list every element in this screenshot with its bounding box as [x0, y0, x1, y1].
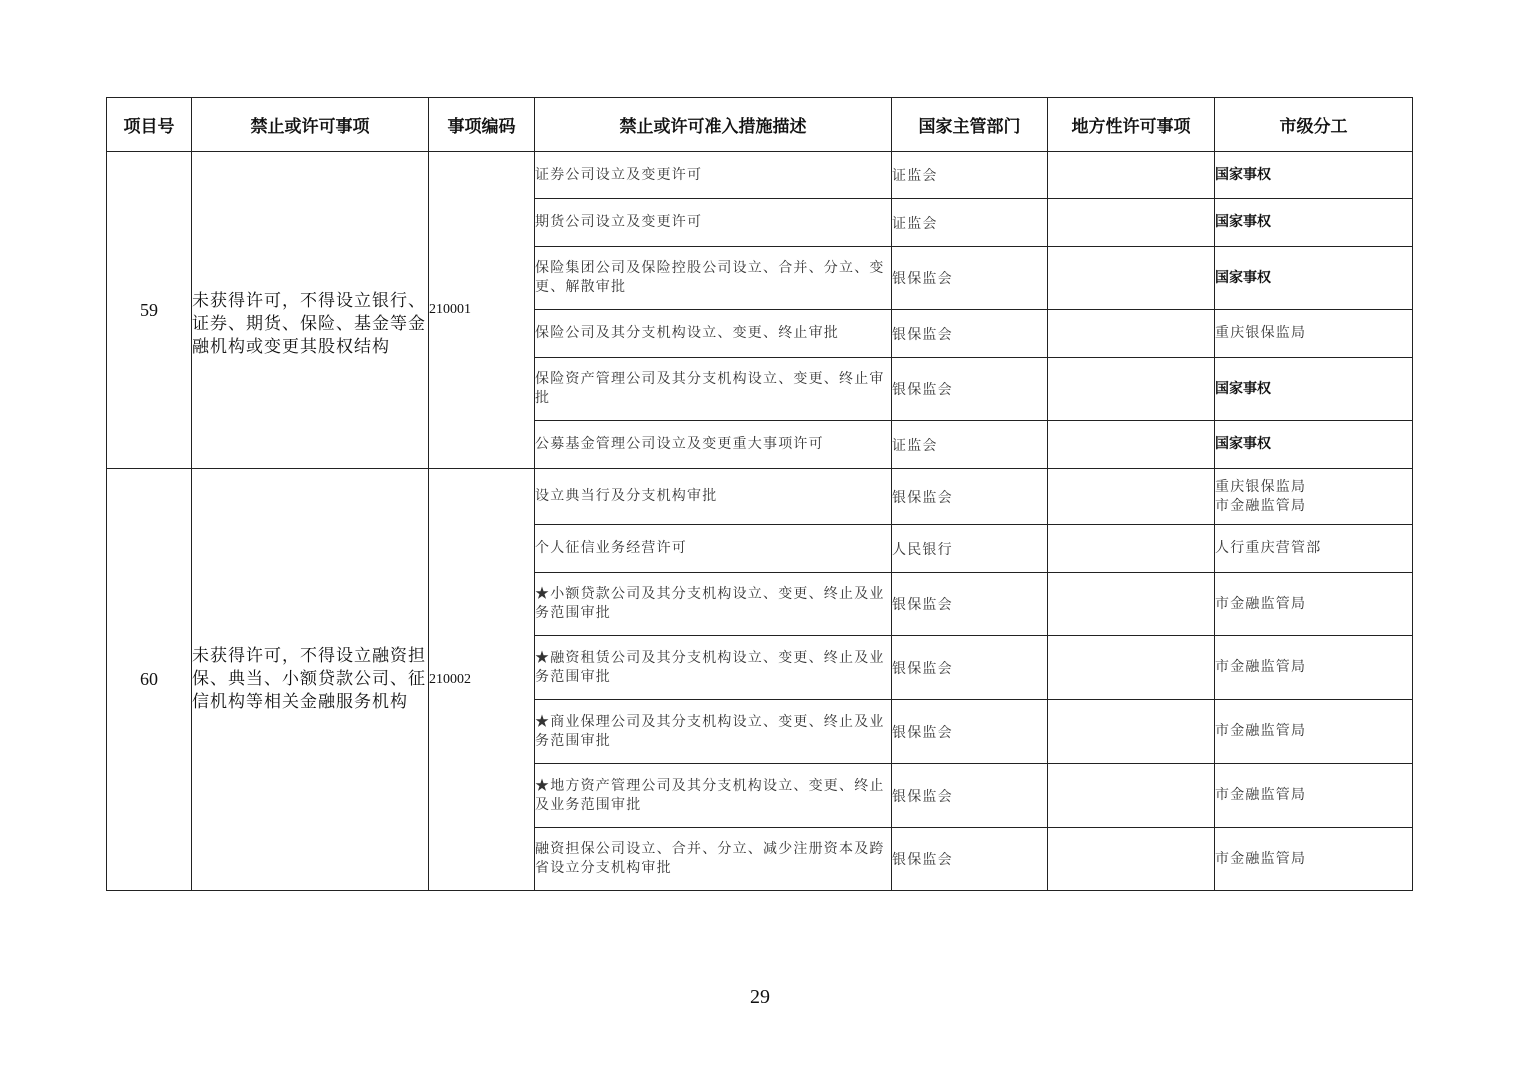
- measure-description: ★融资租赁公司及其分支机构设立、变更、终止及业务范围审批: [535, 636, 892, 700]
- item-number: 60: [107, 469, 192, 891]
- item-text: 未获得许可，不得设立融资担保、典当、小额贷款公司、征信机构等相关金融服务机构: [192, 469, 429, 891]
- measure-description: ★商业保理公司及其分支机构设立、变更、终止及业务范围审批: [535, 700, 892, 764]
- measure-description: 融资担保公司设立、合并、分立、减少注册资本及跨省设立分支机构审批: [535, 828, 892, 891]
- measure-description: 保险集团公司及保险控股公司设立、合并、分立、变更、解散审批: [535, 247, 892, 310]
- department: 银保监会: [892, 636, 1048, 700]
- local-permit: [1048, 525, 1215, 573]
- department: 证监会: [892, 199, 1048, 247]
- local-permit: [1048, 199, 1215, 247]
- measure-description: 保险公司及其分支机构设立、变更、终止审批: [535, 310, 892, 358]
- department: 银保监会: [892, 828, 1048, 891]
- item-number: 59: [107, 152, 192, 469]
- permission-table: [106, 97, 1413, 891]
- department: 银保监会: [892, 358, 1048, 421]
- header-city-division: 市级分工: [1215, 98, 1413, 152]
- department: 银保监会: [892, 469, 1048, 525]
- city-division-line: 市金融监管局: [1215, 497, 1307, 514]
- header-item-number: 项目号: [107, 98, 192, 152]
- city-division: 市金融监管局: [1215, 636, 1413, 700]
- city-division: 市金融监管局: [1215, 828, 1413, 891]
- department: 银保监会: [892, 573, 1048, 636]
- table-row: [107, 152, 1413, 199]
- department: 证监会: [892, 152, 1048, 199]
- item-code: 210002: [429, 469, 535, 891]
- local-permit: [1048, 358, 1215, 421]
- measure-description: 公募基金管理公司设立及变更重大事项许可: [535, 421, 892, 469]
- city-division: 国家事权: [1215, 358, 1413, 421]
- item-text: 未获得许可，不得设立银行、证券、期货、保险、基金等金融机构或变更其股权结构: [192, 152, 429, 469]
- measure-description: 个人征信业务经营许可: [535, 525, 892, 573]
- local-permit: [1048, 764, 1215, 828]
- department: 银保监会: [892, 700, 1048, 764]
- department: 银保监会: [892, 247, 1048, 310]
- city-division: 市金融监管局: [1215, 700, 1413, 764]
- measure-description: 证券公司设立及变更许可: [535, 152, 892, 199]
- local-permit: [1048, 310, 1215, 358]
- city-division: 国家事权: [1215, 247, 1413, 310]
- item-code: 210001: [429, 152, 535, 469]
- local-permit: [1048, 421, 1215, 469]
- measure-description: ★地方资产管理公司及其分支机构设立、变更、终止及业务范围审批: [535, 764, 892, 828]
- city-division-line: 重庆银保监局: [1215, 478, 1307, 495]
- department: 证监会: [892, 421, 1048, 469]
- header-local-permit: 地方性许可事项: [1048, 98, 1215, 152]
- measure-description: ★小额贷款公司及其分支机构设立、变更、终止及业务范围审批: [535, 573, 892, 636]
- department: 银保监会: [892, 310, 1048, 358]
- header-item: 禁止或许可事项: [192, 98, 429, 152]
- city-division: 市金融监管局: [1215, 573, 1413, 636]
- local-permit: [1048, 636, 1215, 700]
- city-division: 国家事权: [1215, 152, 1413, 199]
- page-number: 29: [750, 986, 770, 1008]
- department: 人民银行: [892, 525, 1048, 573]
- table-row: [107, 469, 1413, 525]
- local-permit: [1048, 573, 1215, 636]
- local-permit: [1048, 828, 1215, 891]
- measure-description: 保险资产管理公司及其分支机构设立、变更、终止审批: [535, 358, 892, 421]
- local-permit: [1048, 247, 1215, 310]
- header-department: 国家主管部门: [892, 98, 1048, 152]
- city-division: [1215, 469, 1413, 525]
- header-row: [107, 98, 1413, 152]
- local-permit: [1048, 469, 1215, 525]
- local-permit: [1048, 152, 1215, 199]
- city-division: 人行重庆营管部: [1215, 525, 1413, 573]
- department: 银保监会: [892, 764, 1048, 828]
- city-division: 国家事权: [1215, 199, 1413, 247]
- measure-description: 设立典当行及分支机构审批: [535, 469, 892, 525]
- city-division: 重庆银保监局: [1215, 310, 1413, 358]
- measure-description: 期货公司设立及变更许可: [535, 199, 892, 247]
- header-code: 事项编码: [429, 98, 535, 152]
- city-division: 市金融监管局: [1215, 764, 1413, 828]
- local-permit: [1048, 700, 1215, 764]
- city-division: 国家事权: [1215, 421, 1413, 469]
- header-description: 禁止或许可准入措施描述: [535, 98, 892, 152]
